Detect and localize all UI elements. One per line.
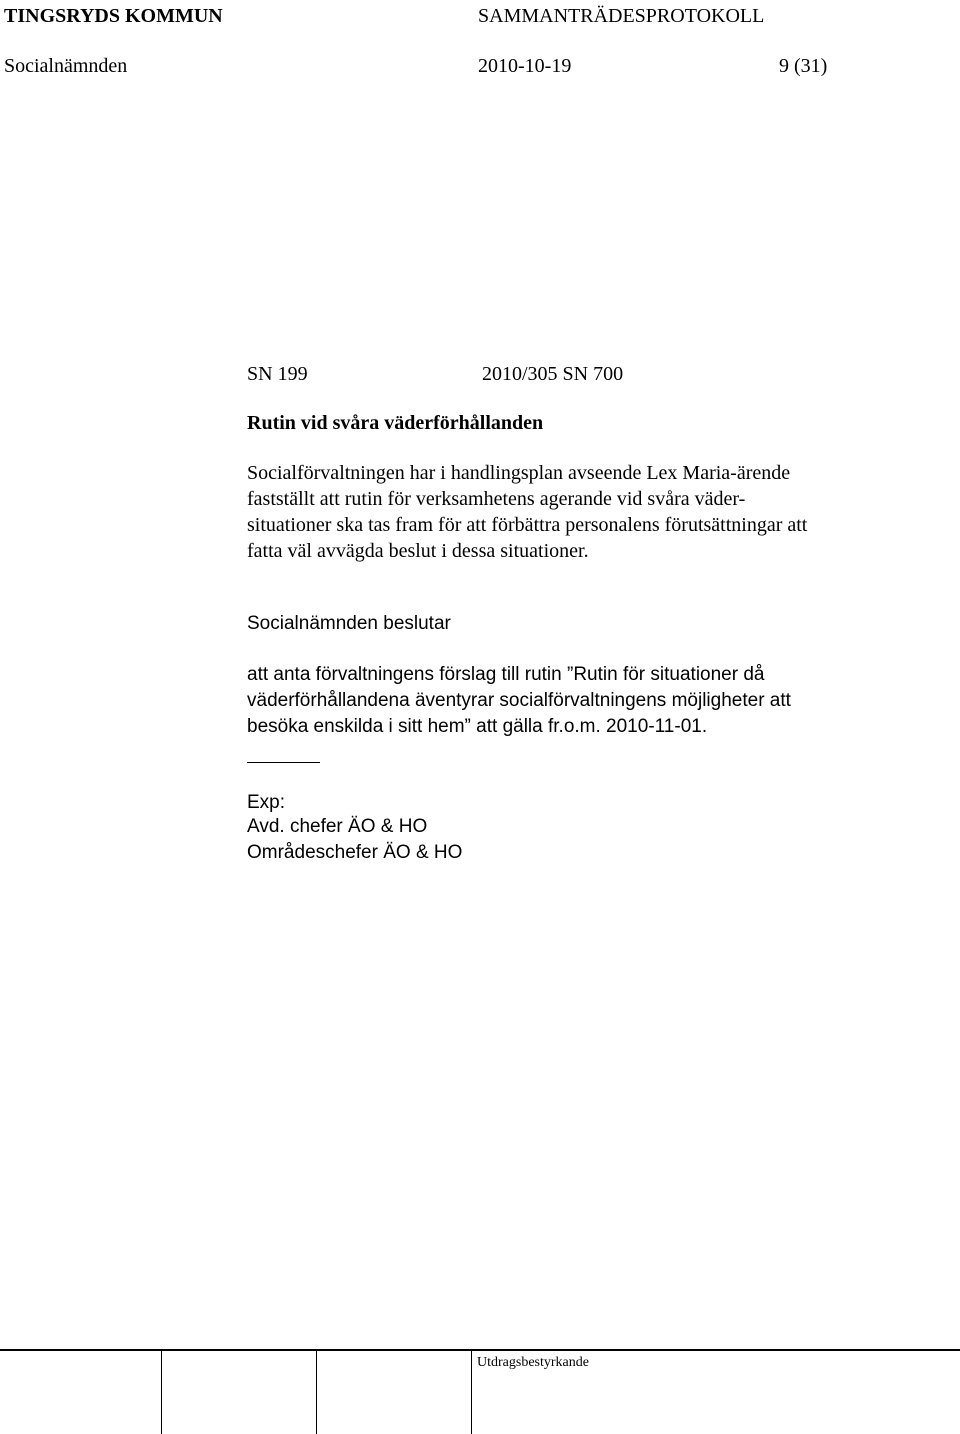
decision-line: besöka enskilda i sitt hem” att gälla fr.o.m. 2010-11-01. <box>247 716 708 737</box>
decision-line: att anta förvaltningens förslag till rutin ”Rutin för situationer då <box>247 664 765 685</box>
committee-name: Socialnämnden <box>4 55 128 77</box>
separator-rule <box>247 762 320 763</box>
body-line: fastställt att rutin för verksamhetens agerande vid svåra väder- <box>247 488 746 510</box>
recipient: Avd. chefer ÄO & HO <box>247 816 428 837</box>
recipient-list <box>247 814 887 866</box>
decision-text <box>247 662 887 740</box>
decision-heading: Socialnämnden beslutar <box>247 613 451 634</box>
item-title: Rutin vid svåra väderförhållanden <box>247 412 544 434</box>
body-line: fatta väl avvägda beslut i dessa situationer. <box>247 540 589 562</box>
footer-label: Utdragsbestyrkande <box>477 1355 589 1370</box>
signature-box-divider <box>316 1351 317 1434</box>
item-body <box>247 460 887 564</box>
body-line: situationer ska tas fram för att förbättra personalens förutsättningar att <box>247 514 808 536</box>
document-type: SAMMANTRÄDESPROTOKOLL <box>478 5 765 27</box>
recipient: Områdeschefer ÄO & HO <box>247 842 463 863</box>
exp-label: Exp: <box>247 792 286 813</box>
decision-line: väderförhållandena äventyrar socialförvaltningens möjligheter att <box>247 690 791 711</box>
case-reference: 2010/305 SN 700 <box>482 363 624 385</box>
municipality-name: TINGSRYDS KOMMUN <box>4 5 223 27</box>
body-line: Socialförvaltningen har i handlingsplan avseende Lex Maria-ärende <box>247 462 791 484</box>
signature-box-divider <box>471 1351 472 1434</box>
page-number: 9 (31) <box>779 55 828 77</box>
footer-rule <box>0 1349 960 1351</box>
signature-box-divider <box>161 1351 162 1434</box>
item-number: SN 199 <box>247 363 308 385</box>
meeting-date: 2010-10-19 <box>478 55 572 77</box>
